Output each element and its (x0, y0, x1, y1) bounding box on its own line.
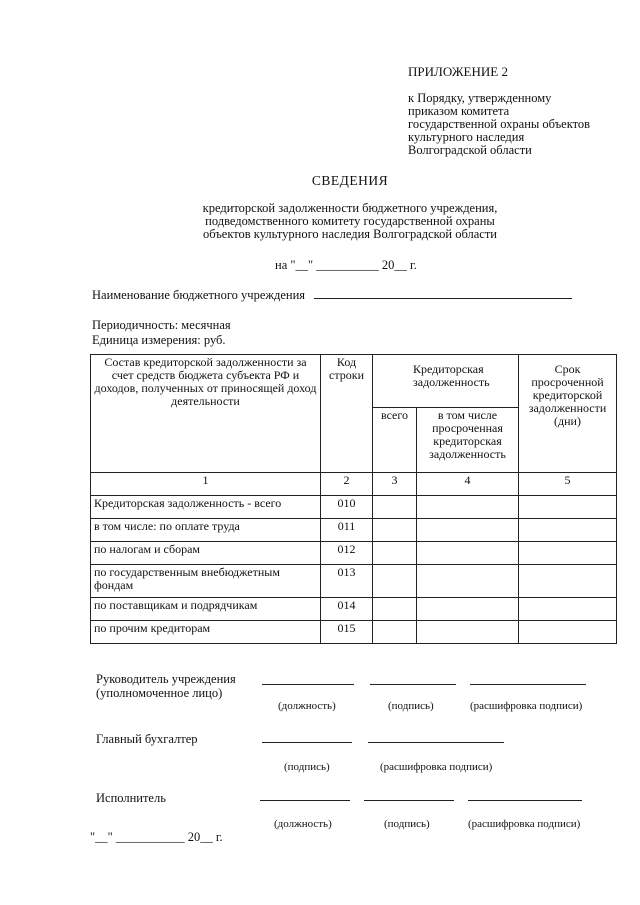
accountant-decoding-line[interactable] (368, 742, 504, 743)
total-cell[interactable] (373, 542, 417, 565)
header-total: всего (373, 408, 417, 473)
row-label: по налогам и сборам (91, 542, 321, 565)
table-row (91, 519, 617, 542)
approval-line: приказом комитета (408, 104, 510, 118)
total-cell[interactable] (373, 621, 417, 644)
overdue-cell[interactable] (417, 519, 519, 542)
header-composition: Состав кредиторской задолженности за счет средств бюджета субъекта РФ и доходов, полученных от приносящей доход деятельности (91, 355, 321, 473)
accountant-label: Главный бухгалтер (96, 732, 198, 746)
row-label: по прочим кредиторам (91, 621, 321, 644)
table-row (91, 496, 617, 519)
row-label: по государственным внебюджетным фондам (91, 565, 321, 598)
document-title: СВЕДЕНИЯ (311, 173, 389, 188)
header-code: Код строки (321, 355, 373, 473)
institution-field[interactable] (314, 298, 572, 299)
institution-label: Наименование бюджетного учреждения (92, 288, 306, 302)
executor-signature-line[interactable] (364, 800, 454, 801)
row-code: 011 (321, 519, 373, 542)
accountant-signature-line[interactable] (262, 742, 352, 743)
overdue-cell[interactable] (417, 598, 519, 621)
table-row (91, 621, 617, 644)
header-debt: Кредиторская задолженность (373, 355, 519, 408)
caption-decoding: (расшифровка подписи) (380, 761, 493, 773)
column-number: 1 (91, 473, 321, 496)
total-cell[interactable] (373, 565, 417, 598)
row-label: по поставщикам и подрядчикам (91, 598, 321, 621)
header-overdue: в том числе просроченная кредиторская задолженность (417, 408, 519, 473)
head-decoding-line[interactable] (470, 684, 586, 685)
column-number: 2 (321, 473, 373, 496)
head-label: Руководитель учреждения (96, 672, 236, 686)
overdue-cell[interactable] (417, 565, 519, 598)
head-label-sub: (уполномоченное лицо) (96, 686, 223, 700)
header-term: Срок просроченной кредиторской задолженности (дни) (519, 355, 617, 473)
subtitle-line: подведомственного комитету государственной охраны (205, 214, 495, 228)
row-code: 012 (321, 542, 373, 565)
caption-position: (должность) (274, 818, 332, 830)
overdue-cell[interactable] (417, 621, 519, 644)
row-code: 013 (321, 565, 373, 598)
approval-line: к Порядку, утвержденному (408, 91, 552, 105)
column-number: 4 (417, 473, 519, 496)
row-code: 014 (321, 598, 373, 621)
term-cell[interactable] (519, 542, 617, 565)
approval-line: Волгоградской области (408, 143, 532, 157)
overdue-cell[interactable] (417, 496, 519, 519)
total-cell[interactable] (373, 519, 417, 542)
report-date[interactable]: на "__" __________ 20__ г. (275, 258, 417, 272)
footer-date[interactable]: "__" ___________ 20__ г. (90, 830, 223, 844)
term-cell[interactable] (519, 598, 617, 621)
caption-decoding: (расшифровка подписи) (470, 700, 583, 712)
head-signature-line[interactable] (370, 684, 456, 685)
table-row (91, 565, 617, 598)
term-cell[interactable] (519, 496, 617, 519)
subtitle-line: объектов культурного наследия Волгоградской области (203, 227, 497, 241)
subtitle-line: кредиторской задолженности бюджетного учреждения, (202, 201, 498, 215)
approval-note (408, 92, 590, 157)
row-label: Кредиторская задолженность - всего (91, 496, 321, 519)
caption-signature: (подпись) (384, 818, 430, 830)
approval-line: государственной охраны объектов (408, 117, 591, 131)
column-number: 3 (373, 473, 417, 496)
table-row (91, 598, 617, 621)
row-code: 015 (321, 621, 373, 644)
caption-signature: (подпись) (284, 761, 330, 773)
total-cell[interactable] (373, 598, 417, 621)
executor-position-line[interactable] (260, 800, 350, 801)
table-row (91, 542, 617, 565)
caption-position: (должность) (278, 700, 336, 712)
approval-line: культурного наследия (408, 130, 525, 144)
total-cell[interactable] (373, 496, 417, 519)
row-code: 010 (321, 496, 373, 519)
column-number: 5 (519, 473, 617, 496)
caption-signature: (подпись) (388, 700, 434, 712)
debt-table (90, 354, 617, 644)
caption-decoding: (расшифровка подписи) (468, 818, 581, 830)
executor-label: Исполнитель (96, 791, 166, 805)
row-label: в том числе: по оплате труда (91, 519, 321, 542)
appendix-title: ПРИЛОЖЕНИЕ 2 (408, 64, 508, 79)
executor-decoding-line[interactable] (468, 800, 582, 801)
term-cell[interactable] (519, 519, 617, 542)
head-position-line[interactable] (262, 684, 354, 685)
periodicity: Периодичность: месячная (92, 318, 231, 332)
term-cell[interactable] (519, 621, 617, 644)
overdue-cell[interactable] (417, 542, 519, 565)
measurement-unit: Единица измерения: руб. (92, 333, 226, 347)
document-subtitle (120, 202, 580, 241)
term-cell[interactable] (519, 565, 617, 598)
